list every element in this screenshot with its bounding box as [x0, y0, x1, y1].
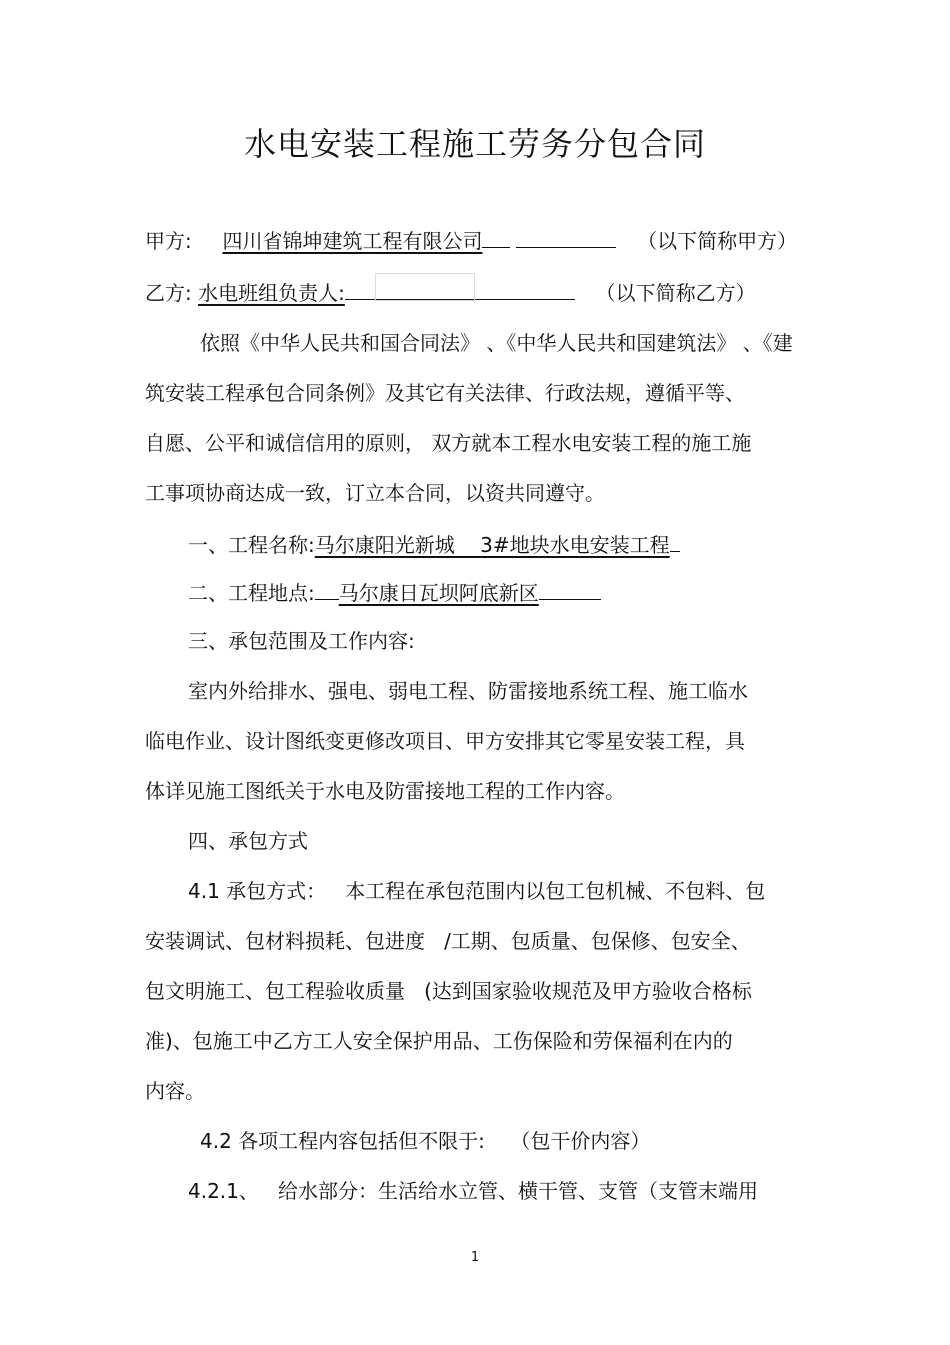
project-location-value: 马尔康日瓦坝阿底新区: [338, 581, 539, 605]
method-line-3: 包文明施工、包工程验收质量 (达到国家验收规范及甲方验收合格标: [145, 979, 752, 1003]
scope-line-2: 临电作业、设计图纸变更修改项目、甲方安排其它零星安装工程，具: [145, 729, 745, 753]
project-location-label: 二、工程地点:: [188, 581, 315, 605]
project-location-blank-2: [539, 579, 601, 600]
page-title: 水电安装工程施工劳务分包合同: [243, 125, 706, 163]
page-number: 1: [470, 1250, 480, 1265]
party-a-blank-1: [482, 227, 510, 248]
scope-heading: 三、承包范围及工作内容:: [188, 629, 415, 653]
party-b-note: （以下简称乙方）: [595, 281, 756, 305]
project-name-value: 马尔康阳光新城 3#地块水电安装工程: [314, 533, 670, 557]
method-line-5: 内容。: [145, 1079, 205, 1103]
method-heading: 四、承包方式: [188, 829, 308, 853]
project-location-blank-1: [315, 579, 339, 600]
intro-line-1: 依照《中华人民共和国合同法》 、《中华人民共和国建筑法》 、《建: [200, 331, 793, 355]
party-b-label: 乙方:: [145, 281, 192, 305]
party-a-label: 甲方:: [145, 229, 192, 253]
intro-line-2: 筑安装工程承包合同条例》及其它有关法律、行政法规，遵循平等、: [145, 381, 745, 405]
party-a-note: （以下简称甲方）: [637, 229, 798, 253]
scope-line-1: 室内外给排水、强电、弱电工程、防雷接地系统工程、施工临水: [188, 679, 748, 703]
project-location-line: [188, 578, 601, 608]
party-a-name: 四川省锦坤建筑工程有限公司: [222, 229, 483, 253]
party-b-name: 水电班组负责人:: [198, 281, 345, 305]
intro-line-3: 自愿、公平和诚信信用的原则， 双方就本工程水电安装工程的施工施: [145, 431, 752, 455]
item-4-2-1: 4.2.1、 给水部分：生活给水立管、横干管、支管（支管末端用: [188, 1179, 758, 1203]
item-4-2: 4.2 各项工程内容包括但不限于: （包干价内容）: [200, 1129, 651, 1153]
method-line-1: 4.1 承包方式： 本工程在承包范围内以包工包机械、不包料、包: [188, 879, 766, 903]
party-b-line: [145, 278, 756, 308]
intro-line-4: 工事项协商达成一致，订立本合同，以资共同遵守。: [145, 481, 605, 505]
method-line-4: 准)、包施工中乙方工人安全保护用品、工伤保险和劳保福利在内的: [145, 1029, 733, 1053]
project-name-line: [188, 530, 680, 560]
party-b-blank: [345, 279, 575, 300]
scope-line-3: 体详见施工图纸关于水电及防雷接地工程的工作内容。: [145, 779, 625, 803]
party-a-line: [145, 226, 797, 256]
project-name-label: 一、工程名称:: [188, 533, 315, 557]
method-line-2: 安装调试、包材料损耗、包进度 /工期、包质量、包保修、包安全、: [145, 929, 751, 953]
project-name-blank: [670, 531, 680, 552]
party-a-blank-2: [516, 227, 616, 248]
